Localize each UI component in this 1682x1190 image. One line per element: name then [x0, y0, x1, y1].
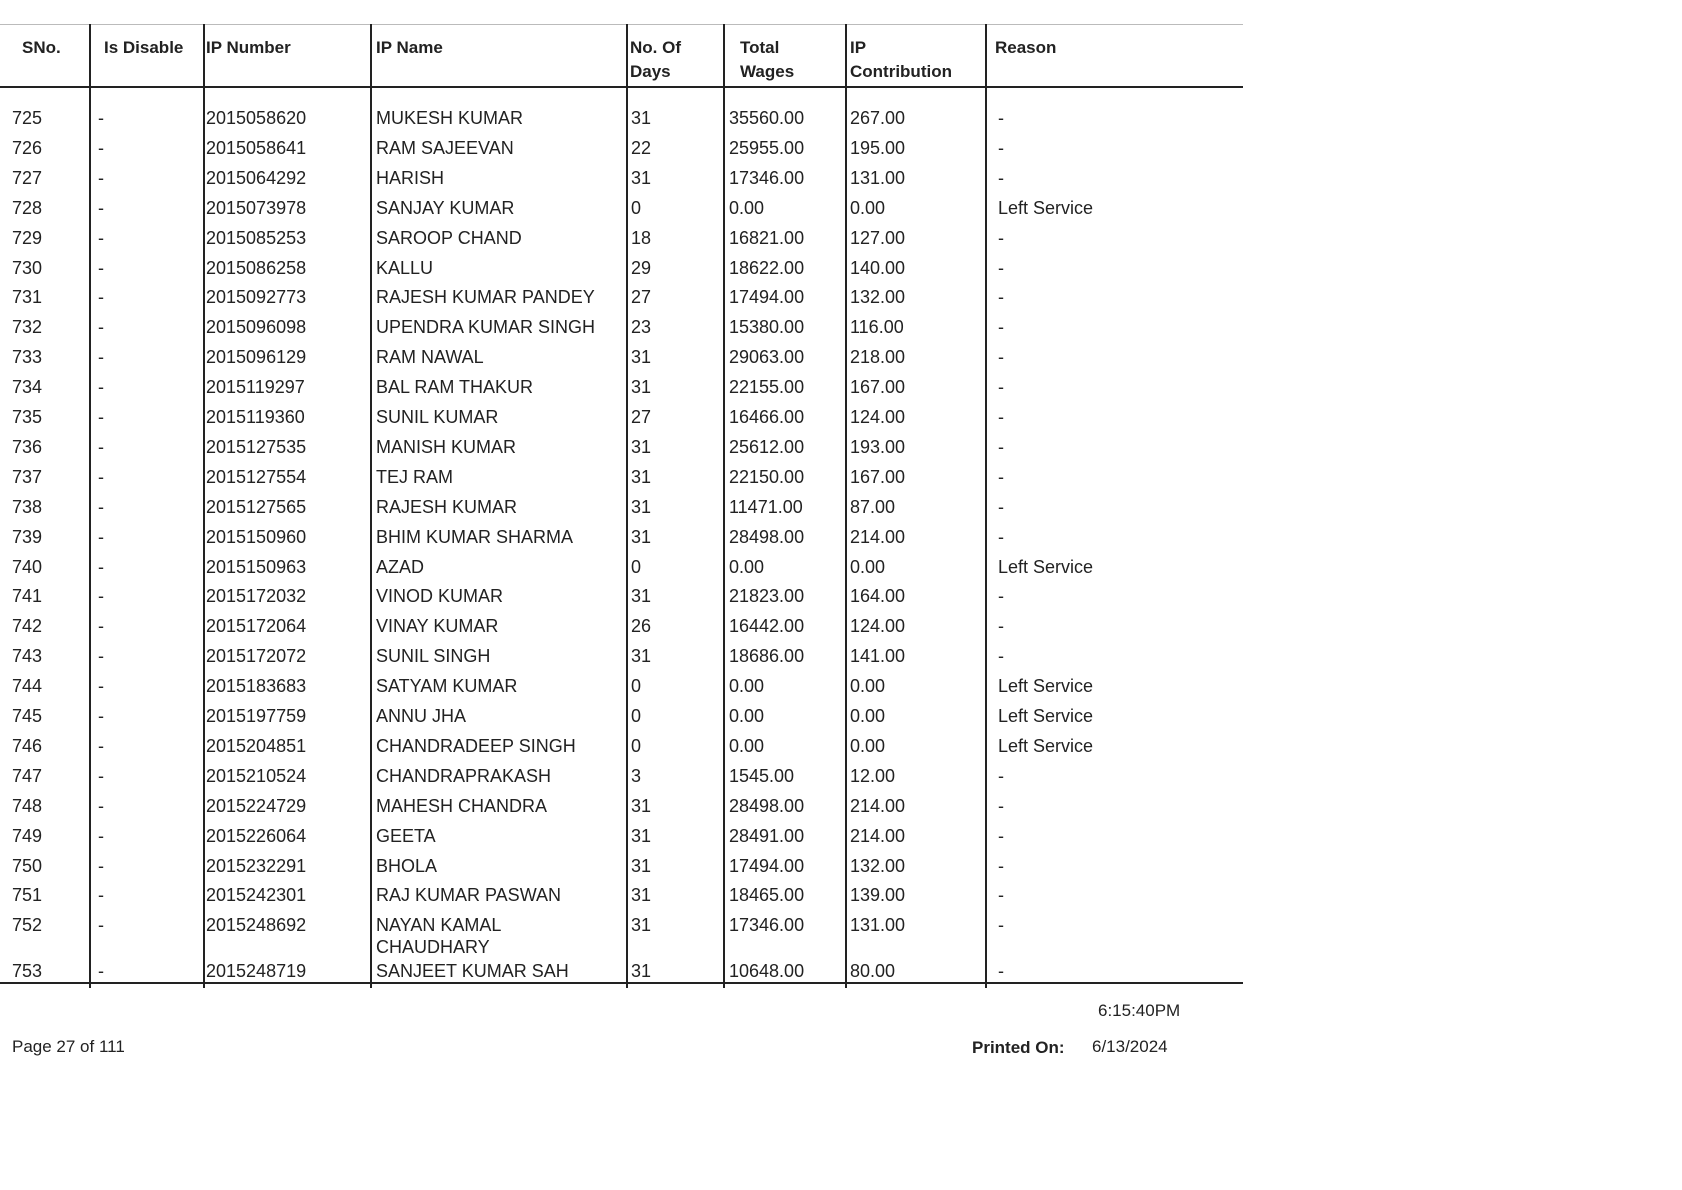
header-total-wages: [740, 36, 794, 84]
header-reason: Reason: [995, 38, 1057, 57]
cell-ip-number: 2015183683: [206, 676, 307, 697]
cell-ip-number: 2015242301: [206, 885, 307, 906]
cell-ip-number: 2015086258: [206, 257, 307, 278]
cell-ip-name: RAJESH KUMAR PANDEY: [376, 287, 595, 308]
cell-is-disable: -: [98, 556, 104, 577]
cell-ip-contribution: 140.00: [850, 257, 906, 278]
cell-sno: 726: [12, 137, 43, 158]
cell-ip-name: VINAY KUMAR: [376, 616, 499, 637]
cell-ip-name: HARISH: [376, 167, 445, 188]
cell-is-disable: -: [98, 227, 104, 248]
cell-sno: 738: [12, 496, 43, 517]
cell-total-wages: 22150.00: [729, 466, 805, 487]
table-row: [0, 735, 1243, 764]
cell-ip-number: 2015197759: [206, 706, 307, 726]
table-row: [0, 795, 1243, 824]
cell-is-disable: -: [98, 317, 104, 338]
cell-total-wages: 28498.00: [729, 795, 805, 816]
cell-ip-number: 2015096129: [206, 347, 307, 368]
cell-ip-number: 2015248719: [206, 961, 307, 982]
cell-ip-name: ANNU JHA: [376, 706, 467, 726]
cell-ip-number: 2015058641: [206, 137, 307, 158]
header-ip-contribution: [850, 36, 952, 84]
header-days-line1: No. Of: [630, 38, 681, 57]
cell-total-wages: 16466.00: [729, 407, 805, 427]
cell-sno: 752: [12, 915, 43, 936]
cell-ip-name: MAHESH CHANDRA: [376, 795, 548, 816]
cell-ip-number: 2015058620: [206, 108, 307, 128]
cell-ip-name: RAJ KUMAR PASWAN: [376, 885, 562, 906]
cell-days: 31: [631, 436, 652, 457]
cell-days: 31: [631, 377, 652, 398]
cell-ip-contribution: 214.00: [850, 825, 906, 846]
cell-ip-contribution: 218.00: [850, 347, 906, 368]
cell-ip-contribution: 131.00: [850, 167, 906, 188]
table-row: [0, 316, 1243, 345]
cell-total-wages: 16821.00: [729, 227, 805, 248]
cell-ip-contribution: 193.00: [850, 436, 906, 457]
cell-ip-number: 2015119297: [206, 377, 305, 398]
cell-ip-contribution: 0.00: [850, 197, 886, 218]
cell-days: 26: [631, 616, 652, 637]
table-row: [0, 376, 1243, 405]
cell-is-disable: -: [98, 825, 104, 846]
cell-is-disable: -: [98, 616, 104, 637]
header-ip-name: IP Name: [376, 38, 443, 57]
table-row: [0, 137, 1243, 166]
cell-ip-name: TEJ RAM: [376, 466, 454, 487]
cell-is-disable: -: [98, 377, 104, 398]
cell-is-disable: -: [98, 765, 104, 786]
cell-sno: 739: [12, 526, 43, 547]
cell-days: 0: [631, 676, 642, 697]
cell-ip-name: GEETA: [376, 825, 436, 846]
cell-reason: -: [998, 466, 1004, 487]
cell-is-disable: -: [98, 526, 104, 547]
cell-reason: -: [998, 257, 1004, 278]
table-row: [0, 645, 1243, 674]
cell-total-wages: 28491.00: [729, 825, 805, 846]
cell-ip-number: 2015232291: [206, 855, 307, 876]
cell-total-wages: 28498.00: [729, 526, 805, 547]
cell-reason: -: [998, 586, 1004, 607]
printed-on-date: 6/13/2024: [1092, 1037, 1168, 1056]
cell-total-wages: 0.00: [729, 706, 765, 726]
table-row: [0, 765, 1243, 794]
header-days: [630, 36, 681, 84]
cell-sno: 749: [12, 825, 43, 846]
table-row: [0, 436, 1243, 465]
cell-sno: 748: [12, 795, 43, 816]
cell-is-disable: -: [98, 167, 104, 188]
cell-reason: -: [998, 227, 1004, 248]
cell-days: 31: [631, 526, 652, 547]
cell-days: 27: [631, 407, 652, 427]
cell-reason: Left Service: [998, 197, 1094, 218]
cell-total-wages: 22155.00: [729, 377, 805, 398]
cell-ip-contribution: 0.00: [850, 556, 886, 577]
cell-ip-name: BAL RAM THAKUR: [376, 377, 534, 398]
cell-ip-contribution: 116.00: [850, 317, 904, 338]
cell-sno: 735: [12, 407, 43, 427]
cell-is-disable: -: [98, 287, 104, 308]
cell-is-disable: -: [98, 496, 104, 517]
cell-total-wages: 10648.00: [729, 961, 805, 982]
table-row: [0, 675, 1243, 704]
cell-ip-name: SAROOP CHAND: [376, 227, 522, 248]
table-row: [0, 705, 1243, 734]
cell-total-wages: 17494.00: [729, 855, 805, 876]
cell-ip-number: 2015172072: [206, 646, 307, 667]
cell-reason: -: [998, 646, 1004, 667]
cell-ip-number: 2015172032: [206, 586, 307, 607]
cell-ip-name: VINOD KUMAR: [376, 586, 504, 607]
cell-ip-name: CHANDRADEEP SINGH: [376, 735, 576, 756]
table-row: [0, 227, 1243, 256]
cell-ip-number: 2015204851: [206, 735, 307, 756]
cell-ip-contribution: 0.00: [850, 676, 886, 697]
cell-reason: -: [998, 765, 1004, 786]
cell-ip-name: KALLU: [376, 257, 434, 278]
cell-sno: 734: [12, 377, 43, 398]
cell-sno: 741: [12, 586, 43, 607]
cell-ip-contribution: 12.00: [850, 765, 896, 786]
cell-reason: -: [998, 317, 1004, 338]
cell-reason: -: [998, 526, 1004, 547]
cell-reason: -: [998, 108, 1004, 128]
header-wages-line2: Wages: [740, 62, 795, 81]
cell-sno: 744: [12, 676, 43, 697]
table-row: [0, 167, 1243, 196]
cell-ip-name: RAM SAJEEVAN: [376, 137, 514, 158]
cell-days: 31: [631, 466, 652, 487]
cell-reason: -: [998, 137, 1004, 158]
cell-total-wages: 17346.00: [729, 167, 805, 188]
cell-days: 23: [631, 317, 652, 338]
cell-ip-contribution: 195.00: [850, 137, 906, 158]
cell-total-wages: 17494.00: [729, 287, 805, 308]
cell-reason: Left Service: [998, 735, 1094, 756]
cell-days: 0: [631, 197, 642, 218]
cell-reason: -: [998, 496, 1004, 517]
cell-reason: Left Service: [998, 676, 1094, 697]
cell-ip-contribution: 164.00: [850, 586, 906, 607]
cell-days: 3: [631, 765, 642, 786]
table-row: [0, 960, 1243, 989]
table-row: [0, 496, 1243, 525]
table-row: [0, 346, 1243, 375]
cell-sno: 731: [12, 287, 43, 308]
cell-ip-number: 2015226064: [206, 825, 307, 846]
cell-reason: -: [998, 287, 1004, 308]
header-contrib-line2: Contribution: [850, 62, 952, 81]
cell-sno: 727: [12, 167, 43, 188]
cell-reason: -: [998, 407, 1004, 427]
cell-days: 31: [631, 496, 652, 517]
cell-reason: -: [998, 915, 1004, 936]
cell-ip-name: MANISH KUMAR: [376, 436, 517, 457]
cell-reason: -: [998, 825, 1004, 846]
cell-ip-name: NAYAN KAMAL CHAUDHARY: [376, 915, 501, 958]
cell-ip-contribution: 124.00: [850, 616, 906, 637]
cell-is-disable: -: [98, 137, 104, 158]
cell-ip-number: 2015172064: [206, 616, 307, 637]
cell-ip-contribution: 80.00: [850, 961, 896, 982]
cell-days: 31: [631, 961, 652, 982]
cell-reason: -: [998, 885, 1004, 906]
cell-ip-contribution: 214.00: [850, 795, 906, 816]
cell-total-wages: 21823.00: [729, 586, 805, 607]
header-bottom-rule: [0, 86, 1243, 88]
cell-total-wages: 18686.00: [729, 646, 805, 667]
cell-days: 0: [631, 556, 642, 577]
cell-days: 22: [631, 137, 652, 158]
table-row: [0, 914, 1243, 958]
cell-ip-number: 2015085253: [206, 227, 307, 248]
cell-reason: Left Service: [998, 556, 1094, 577]
cell-ip-contribution: 0.00: [850, 706, 886, 726]
cell-ip-number: 2015073978: [206, 197, 307, 218]
cell-sno: 743: [12, 646, 43, 667]
cell-days: 29: [631, 257, 652, 278]
printed-time: 6:15:40PM: [1098, 1001, 1181, 1020]
cell-ip-name: BHIM KUMAR SHARMA: [376, 526, 574, 547]
cell-ip-contribution: 267.00: [850, 108, 906, 128]
cell-days: 31: [631, 108, 652, 128]
cell-is-disable: -: [98, 676, 104, 697]
cell-sno: 750: [12, 855, 43, 876]
cell-sno: 729: [12, 227, 43, 248]
cell-total-wages: 16442.00: [729, 616, 805, 637]
cell-reason: -: [998, 167, 1004, 188]
cell-reason: -: [998, 377, 1004, 398]
cell-sno: 745: [12, 706, 43, 726]
cell-reason: Left Service: [998, 706, 1094, 726]
table-row: [0, 286, 1243, 315]
cell-is-disable: -: [98, 108, 104, 128]
cell-reason: -: [998, 855, 1004, 876]
table-row: [0, 257, 1243, 286]
cell-is-disable: -: [98, 706, 104, 726]
header-sno: SNo.: [22, 38, 61, 57]
cell-is-disable: -: [98, 885, 104, 906]
cell-ip-contribution: 127.00: [850, 227, 906, 248]
cell-ip-name: UPENDRA KUMAR SINGH: [376, 317, 596, 338]
cell-days: 31: [631, 795, 652, 816]
cell-ip-contribution: 141.00: [850, 646, 906, 667]
cell-ip-name: SUNIL SINGH: [376, 646, 491, 667]
cell-reason: -: [998, 616, 1004, 637]
table-row: [0, 615, 1243, 644]
cell-days: 31: [631, 646, 652, 667]
cell-ip-name: SUNIL KUMAR: [376, 407, 499, 427]
table-row: [0, 107, 1243, 136]
cell-ip-name: SANJAY KUMAR: [376, 197, 515, 218]
cell-days: 0: [631, 735, 642, 756]
cell-is-disable: -: [98, 961, 104, 982]
cell-is-disable: -: [98, 347, 104, 368]
cell-sno: 730: [12, 257, 43, 278]
table-row: [0, 197, 1243, 226]
cell-is-disable: -: [98, 646, 104, 667]
cell-is-disable: -: [98, 795, 104, 816]
cell-days: 18: [631, 227, 652, 248]
table-row: [0, 825, 1243, 854]
cell-total-wages: 17346.00: [729, 915, 805, 936]
header-contrib-line1: IP: [850, 38, 867, 57]
cell-total-wages: 25955.00: [729, 137, 805, 158]
cell-ip-number: 2015064292: [206, 167, 307, 188]
table-top-rule: [0, 24, 1243, 25]
header-ip-number: IP Number: [206, 38, 291, 57]
cell-total-wages: 18622.00: [729, 257, 805, 278]
table-row: [0, 526, 1243, 555]
table-row: [0, 585, 1243, 614]
cell-total-wages: 25612.00: [729, 436, 805, 457]
cell-ip-name: AZAD: [376, 556, 425, 577]
cell-is-disable: -: [98, 197, 104, 218]
cell-sno: 751: [12, 885, 43, 906]
cell-ip-number: 2015119360: [206, 407, 305, 427]
cell-ip-contribution: 132.00: [850, 855, 906, 876]
cell-days: 31: [631, 586, 652, 607]
cell-total-wages: 18465.00: [729, 885, 805, 906]
cell-ip-contribution: 139.00: [850, 885, 906, 906]
cell-ip-number: 2015096098: [206, 317, 307, 338]
cell-total-wages: 0.00: [729, 735, 765, 756]
cell-days: 27: [631, 287, 652, 308]
cell-total-wages: 0.00: [729, 556, 765, 577]
cell-ip-number: 2015150963: [206, 556, 307, 577]
cell-ip-contribution: 124.00: [850, 407, 906, 427]
cell-sno: 753: [12, 961, 43, 982]
cell-ip-contribution: 0.00: [850, 735, 886, 756]
cell-total-wages: 29063.00: [729, 347, 805, 368]
cell-days: 31: [631, 825, 652, 846]
cell-reason: -: [998, 795, 1004, 816]
cell-is-disable: -: [98, 855, 104, 876]
cell-is-disable: -: [98, 466, 104, 487]
printed-on-label: Printed On:: [972, 1038, 1065, 1057]
cell-days: 31: [631, 915, 652, 936]
table-row: [0, 884, 1243, 913]
header-wages-line1: Total: [740, 38, 780, 57]
cell-is-disable: -: [98, 436, 104, 457]
cell-ip-number: 2015224729: [206, 795, 307, 816]
cell-reason: -: [998, 961, 1004, 982]
cell-days: 0: [631, 706, 642, 726]
cell-ip-number: 2015127565: [206, 496, 307, 517]
cell-total-wages: 0.00: [729, 197, 765, 218]
cell-ip-number: 2015127554: [206, 466, 307, 487]
cell-reason: -: [998, 347, 1004, 368]
cell-days: 31: [631, 885, 652, 906]
cell-sno: 728: [12, 197, 43, 218]
cell-days: 31: [631, 855, 652, 876]
page-indicator: Page 27 of 111: [12, 1037, 125, 1056]
cell-total-wages: 35560.00: [729, 108, 805, 128]
cell-is-disable: -: [98, 915, 104, 936]
cell-ip-contribution: 167.00: [850, 466, 906, 487]
header-is-disable: Is Disable: [104, 38, 184, 57]
cell-is-disable: -: [98, 407, 104, 427]
cell-ip-contribution: 167.00: [850, 377, 906, 398]
cell-is-disable: -: [98, 735, 104, 756]
cell-total-wages: 11471.00: [729, 496, 803, 517]
cell-reason: -: [998, 436, 1004, 457]
cell-sno: 747: [12, 765, 43, 786]
cell-ip-contribution: 131.00: [850, 915, 906, 936]
cell-sno: 740: [12, 556, 43, 577]
cell-ip-name: SANJEET KUMAR SAH: [376, 961, 569, 982]
cell-sno: 725: [12, 108, 43, 128]
cell-ip-contribution: 87.00: [850, 496, 896, 517]
cell-is-disable: -: [98, 257, 104, 278]
cell-ip-name: MUKESH KUMAR: [376, 108, 524, 128]
header-days-line2: Days: [630, 62, 671, 81]
cell-is-disable: -: [98, 586, 104, 607]
table-row: [0, 466, 1243, 495]
cell-ip-number: 2015092773: [206, 287, 307, 308]
table-row: [0, 556, 1243, 585]
cell-sno: 742: [12, 616, 43, 637]
cell-ip-name: SATYAM KUMAR: [376, 676, 518, 697]
table-row: [0, 855, 1243, 884]
cell-days: 31: [631, 167, 652, 188]
cell-total-wages: 1545.00: [729, 765, 795, 786]
cell-ip-contribution: 132.00: [850, 287, 906, 308]
cell-ip-name: RAM NAWAL: [376, 347, 484, 368]
cell-ip-name: BHOLA: [376, 855, 438, 876]
cell-ip-number: 2015210524: [206, 765, 307, 786]
cell-sno: 746: [12, 735, 43, 756]
cell-sno: 733: [12, 347, 43, 368]
cell-total-wages: 15380.00: [729, 317, 805, 338]
cell-sno: 732: [12, 317, 43, 338]
cell-sno: 737: [12, 466, 43, 487]
cell-ip-number: 2015150960: [206, 526, 307, 547]
cell-ip-name: CHANDRAPRAKASH: [376, 765, 552, 786]
cell-ip-contribution: 214.00: [850, 526, 906, 547]
table-row: [0, 406, 1243, 435]
cell-ip-name: RAJESH KUMAR: [376, 496, 518, 517]
cell-days: 31: [631, 347, 652, 368]
cell-ip-number: 2015248692: [206, 915, 307, 936]
cell-ip-number: 2015127535: [206, 436, 307, 457]
cell-total-wages: 0.00: [729, 676, 765, 697]
cell-sno: 736: [12, 436, 43, 457]
